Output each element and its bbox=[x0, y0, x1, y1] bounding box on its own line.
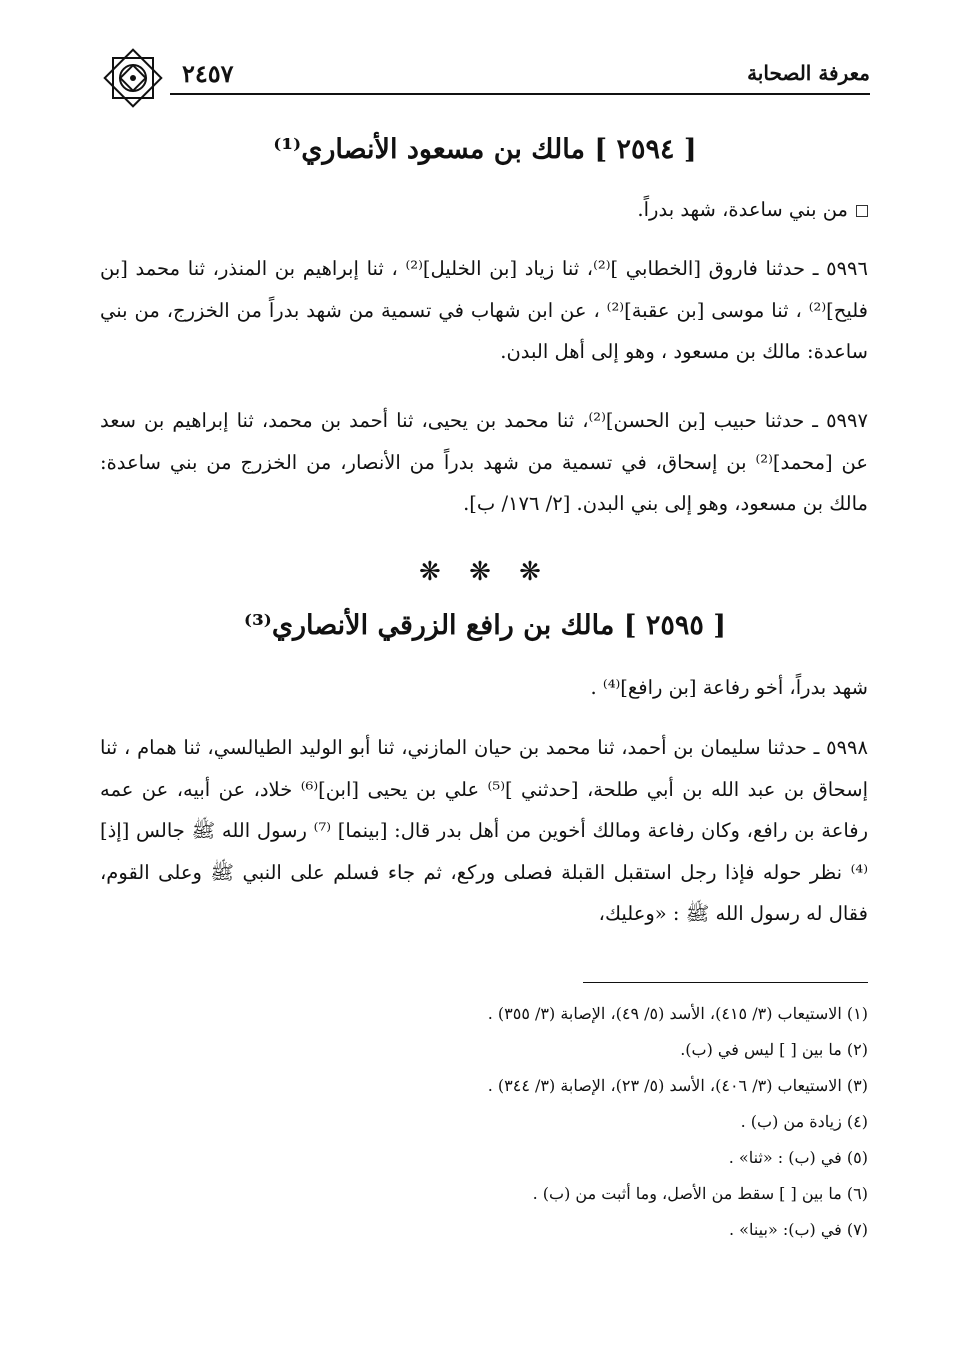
octagram-ornament-icon bbox=[100, 45, 166, 111]
hadith-5997: ٥٩٩٧ ـ حدثنا حبيب [بن الحسن]⁽²⁾، ثنا محمد بن يحيى، ثنا أحمد بن محمد، ثنا إبراهيم بن سعد عن [محمد]⁽²⁾ بن إسحاق، في تسمية من شهد بدراً من الأنصار، من الخزرج من بني ساعدة: مالك بن مسعود، وهو إلى بني البدن. [٢/ ١٧٦/ ب]. bbox=[100, 409, 868, 515]
hadith-5998: ٥٩٩٨ ـ حدثنا سليمان بن أحمد، ثنا محمد بن حيان المازني، ثنا أبو الوليد الطيالسي، ثنا همام ، ثنا إسحاق بن عبد الله بن أبي طلحة، [حدثني ]⁽⁵⁾ علي بن يحيى [ابن]⁽⁶⁾ خلاد، عن أبيه، عن عمه رفاعة بن رافع، وكان رفاعة ومالك أخوين من أهل بدر قال: [بينما] ⁽⁷⁾ رسول الله ﷺ جالس [إذ]⁽⁴⁾ نظر حوله فإذا رجل استقبل القبلة فصلى وركع، ثم جاء فسلم على النبي ﷺ وعلى القوم، فقال له رسول الله ﷺ : «وعليك، bbox=[100, 736, 869, 925]
page-number: ٢٤٥٧ bbox=[182, 59, 234, 88]
footnote-5: (٥) في (ب) : «ثنا» . bbox=[728, 1148, 868, 1167]
footnote-6: (٦) ما بين [ ] سقط من الأصل، وما أثبت من (ب) . bbox=[532, 1184, 868, 1203]
footnote-rule bbox=[583, 982, 868, 983]
square-bullet-icon bbox=[856, 205, 868, 217]
page-header bbox=[100, 55, 870, 95]
footnote-2: (٢) ما بين [ ] ليس في (ب). bbox=[680, 1040, 868, 1059]
hadith-5996: ٥٩٩٦ ـ حدثنا فاروق [الخطابي ]⁽²⁾، ثنا زياد [بن الخليل]⁽²⁾ ، ثنا إبراهيم بن المنذر، ثنا محمد [بن فليح]⁽²⁾ ، ثنا موسى [بن عقبة]⁽²⁾ ، عن ابن شهاب في تسمية من شهد بدراً من الخزرج، من بني ساعدة: مالك بن مسعود ، وهو إلى أهل البدن. bbox=[100, 257, 869, 363]
book-title: معرفة الصحابة bbox=[747, 61, 870, 85]
intro-text: من بني ساعدة، شهد بدراً. bbox=[637, 198, 848, 221]
section-separator: ❋ ❋ ❋ bbox=[419, 557, 551, 587]
entry-title-2594: [ ٢٥٩٤ ] مالك بن مسعود الأنصاري⁽¹⁾ bbox=[273, 134, 697, 165]
entry-intro-2595: شهد بدراً، أخو رفاعة [بن رافع]⁽⁴⁾ . bbox=[590, 676, 868, 699]
footnote-1: (١) الاستيعاب (٣/ ٤١٥)، الأسد (٥/ ٤٩)، الإصابة (٣/ ٣٥٥) . bbox=[487, 1004, 868, 1023]
footnote-7: (٧) في (ب): «بينا» . bbox=[729, 1220, 868, 1239]
header-rule bbox=[170, 93, 870, 95]
entry-title-2595: [ ٢٥٩٥ ] مالك بن رافع الزرقي الأنصاري⁽³⁾ bbox=[243, 610, 727, 641]
entry-intro-2594 bbox=[100, 189, 868, 231]
footnote-4: (٤) زيادة من (ب) . bbox=[740, 1112, 868, 1131]
footnote-3: (٣) الاستيعاب (٣/ ٤٠٦)، الأسد (٥/ ٢٣)، الإصابة (٣/ ٣٤٤) . bbox=[487, 1076, 868, 1095]
